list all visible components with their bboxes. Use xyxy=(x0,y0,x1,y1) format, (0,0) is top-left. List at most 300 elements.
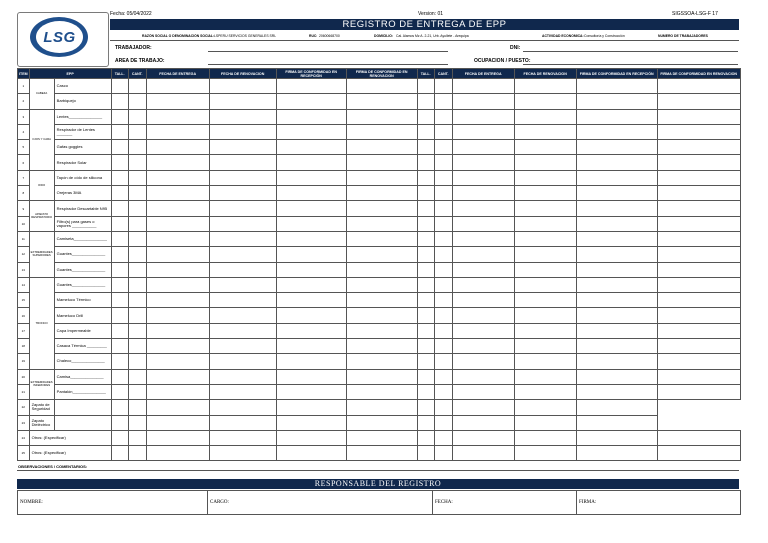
entry-cell[interactable] xyxy=(452,339,514,354)
entry-cell[interactable] xyxy=(54,415,111,430)
entry-cell[interactable] xyxy=(417,323,434,338)
entry-cell[interactable] xyxy=(452,384,514,399)
entry-cell[interactable] xyxy=(434,94,452,109)
entry-cell[interactable] xyxy=(276,216,346,231)
entry-cell[interactable] xyxy=(146,354,209,369)
entry-cell[interactable] xyxy=(346,231,417,246)
entry-cell[interactable] xyxy=(146,308,209,323)
firma-box[interactable] xyxy=(576,490,741,515)
entry-cell[interactable] xyxy=(146,109,209,124)
entry-cell[interactable] xyxy=(276,155,346,170)
entry-cell[interactable] xyxy=(128,308,146,323)
entry-cell[interactable] xyxy=(346,186,417,201)
entry-cell[interactable] xyxy=(434,415,452,430)
entry-cell[interactable] xyxy=(146,231,209,246)
entry-cell[interactable] xyxy=(346,384,417,399)
entry-cell[interactable] xyxy=(417,109,434,124)
entry-cell[interactable] xyxy=(657,155,740,170)
entry-cell[interactable] xyxy=(209,430,276,445)
entry-cell[interactable] xyxy=(276,446,346,461)
entry-cell[interactable] xyxy=(111,140,128,155)
entry-cell[interactable] xyxy=(128,277,146,292)
entry-cell[interactable] xyxy=(417,79,434,94)
entry-cell[interactable] xyxy=(128,124,146,139)
entry-cell[interactable] xyxy=(657,277,740,292)
entry-cell[interactable] xyxy=(452,277,514,292)
entry-cell[interactable] xyxy=(434,216,452,231)
entry-cell[interactable] xyxy=(514,323,576,338)
entry-cell[interactable] xyxy=(209,170,276,185)
entry-cell[interactable] xyxy=(657,384,740,399)
entry-cell[interactable] xyxy=(514,415,576,430)
entry-cell[interactable] xyxy=(434,79,452,94)
entry-cell[interactable] xyxy=(346,308,417,323)
entry-cell[interactable] xyxy=(276,109,346,124)
entry-cell[interactable] xyxy=(657,323,740,338)
entry-cell[interactable] xyxy=(434,323,452,338)
entry-cell[interactable] xyxy=(111,369,128,384)
entry-cell[interactable] xyxy=(576,400,657,415)
entry-cell[interactable] xyxy=(576,109,657,124)
entry-cell[interactable] xyxy=(417,201,434,216)
entry-cell[interactable] xyxy=(576,231,657,246)
entry-cell[interactable] xyxy=(146,323,209,338)
entry-cell[interactable] xyxy=(576,216,657,231)
entry-cell[interactable] xyxy=(346,430,417,445)
entry-cell[interactable] xyxy=(111,277,128,292)
entry-cell[interactable] xyxy=(434,384,452,399)
entry-cell[interactable] xyxy=(111,308,128,323)
entry-cell[interactable] xyxy=(111,400,128,415)
entry-cell[interactable] xyxy=(576,201,657,216)
entry-cell[interactable] xyxy=(146,262,209,277)
entry-cell[interactable] xyxy=(111,384,128,399)
entry-cell[interactable] xyxy=(417,216,434,231)
entry-cell[interactable] xyxy=(576,369,657,384)
entry-cell[interactable] xyxy=(209,94,276,109)
entry-cell[interactable] xyxy=(128,323,146,338)
entry-cell[interactable] xyxy=(209,339,276,354)
entry-cell[interactable] xyxy=(452,323,514,338)
entry-cell[interactable] xyxy=(346,293,417,308)
entry-cell[interactable] xyxy=(111,262,128,277)
entry-cell[interactable] xyxy=(209,79,276,94)
entry-cell[interactable] xyxy=(276,384,346,399)
entry-cell[interactable] xyxy=(514,262,576,277)
entry-cell[interactable] xyxy=(128,293,146,308)
entry-cell[interactable] xyxy=(452,216,514,231)
entry-cell[interactable] xyxy=(452,201,514,216)
entry-cell[interactable] xyxy=(657,430,740,445)
entry-cell[interactable] xyxy=(128,354,146,369)
entry-cell[interactable] xyxy=(346,369,417,384)
entry-cell[interactable] xyxy=(346,339,417,354)
entry-cell[interactable] xyxy=(514,293,576,308)
entry-cell[interactable] xyxy=(209,446,276,461)
entry-cell[interactable] xyxy=(576,308,657,323)
entry-cell[interactable] xyxy=(452,170,514,185)
entry-cell[interactable] xyxy=(434,293,452,308)
entry-cell[interactable] xyxy=(276,231,346,246)
entry-cell[interactable] xyxy=(146,446,209,461)
entry-cell[interactable] xyxy=(657,308,740,323)
entry-cell[interactable] xyxy=(576,323,657,338)
entry-cell[interactable] xyxy=(657,79,740,94)
entry-cell[interactable] xyxy=(276,400,346,415)
entry-cell[interactable] xyxy=(276,186,346,201)
entry-cell[interactable] xyxy=(346,216,417,231)
entry-cell[interactable] xyxy=(111,247,128,262)
entry-cell[interactable] xyxy=(452,140,514,155)
entry-cell[interactable] xyxy=(514,201,576,216)
entry-cell[interactable] xyxy=(434,155,452,170)
entry-cell[interactable] xyxy=(514,79,576,94)
entry-cell[interactable] xyxy=(111,354,128,369)
entry-cell[interactable] xyxy=(209,140,276,155)
entry-cell[interactable] xyxy=(209,369,276,384)
entry-cell[interactable] xyxy=(576,124,657,139)
entry-cell[interactable] xyxy=(346,170,417,185)
entry-cell[interactable] xyxy=(657,247,740,262)
entry-cell[interactable] xyxy=(514,354,576,369)
entry-cell[interactable] xyxy=(111,155,128,170)
entry-cell[interactable] xyxy=(657,109,740,124)
nombre-box[interactable] xyxy=(17,490,208,515)
entry-cell[interactable] xyxy=(417,415,434,430)
entry-cell[interactable] xyxy=(346,262,417,277)
entry-cell[interactable] xyxy=(146,400,209,415)
entry-cell[interactable] xyxy=(434,430,452,445)
entry-cell[interactable] xyxy=(146,293,209,308)
entry-cell[interactable] xyxy=(276,293,346,308)
entry-cell[interactable] xyxy=(276,94,346,109)
entry-cell[interactable] xyxy=(576,277,657,292)
entry-cell[interactable] xyxy=(514,140,576,155)
entry-cell[interactable] xyxy=(209,186,276,201)
entry-cell[interactable] xyxy=(128,415,146,430)
entry-cell[interactable] xyxy=(417,308,434,323)
entry-cell[interactable] xyxy=(434,446,452,461)
entry-cell[interactable] xyxy=(434,231,452,246)
entry-cell[interactable] xyxy=(514,124,576,139)
entry-cell[interactable] xyxy=(452,79,514,94)
entry-cell[interactable] xyxy=(434,339,452,354)
entry-cell[interactable] xyxy=(576,430,657,445)
entry-cell[interactable] xyxy=(209,155,276,170)
entry-cell[interactable] xyxy=(146,369,209,384)
entry-cell[interactable] xyxy=(417,369,434,384)
entry-cell[interactable] xyxy=(417,354,434,369)
entry-cell[interactable] xyxy=(128,186,146,201)
entry-cell[interactable] xyxy=(276,354,346,369)
entry-cell[interactable] xyxy=(657,446,740,461)
entry-cell[interactable] xyxy=(209,277,276,292)
entry-cell[interactable] xyxy=(417,293,434,308)
entry-cell[interactable] xyxy=(346,79,417,94)
entry-cell[interactable] xyxy=(514,155,576,170)
entry-cell[interactable] xyxy=(576,94,657,109)
entry-cell[interactable] xyxy=(128,369,146,384)
entry-cell[interactable] xyxy=(417,247,434,262)
entry-cell[interactable] xyxy=(346,277,417,292)
entry-cell[interactable] xyxy=(111,216,128,231)
entry-cell[interactable] xyxy=(209,415,276,430)
entry-cell[interactable] xyxy=(576,155,657,170)
entry-cell[interactable] xyxy=(576,247,657,262)
entry-cell[interactable] xyxy=(128,231,146,246)
entry-cell[interactable] xyxy=(128,384,146,399)
entry-cell[interactable] xyxy=(276,79,346,94)
entry-cell[interactable] xyxy=(434,262,452,277)
entry-cell[interactable] xyxy=(417,186,434,201)
entry-cell[interactable] xyxy=(452,369,514,384)
entry-cell[interactable] xyxy=(146,384,209,399)
entry-cell[interactable] xyxy=(209,262,276,277)
entry-cell[interactable] xyxy=(146,170,209,185)
entry-cell[interactable] xyxy=(576,446,657,461)
entry-cell[interactable] xyxy=(434,277,452,292)
entry-cell[interactable] xyxy=(128,216,146,231)
entry-cell[interactable] xyxy=(514,94,576,109)
entry-cell[interactable] xyxy=(276,277,346,292)
entry-cell[interactable] xyxy=(657,124,740,139)
entry-cell[interactable] xyxy=(417,277,434,292)
entry-cell[interactable] xyxy=(434,140,452,155)
entry-cell[interactable] xyxy=(128,79,146,94)
entry-cell[interactable] xyxy=(576,339,657,354)
entry-cell[interactable] xyxy=(54,400,111,415)
entry-cell[interactable] xyxy=(111,94,128,109)
entry-cell[interactable] xyxy=(111,79,128,94)
entry-cell[interactable] xyxy=(514,231,576,246)
entry-cell[interactable] xyxy=(111,231,128,246)
entry-cell[interactable] xyxy=(128,400,146,415)
entry-cell[interactable] xyxy=(576,415,657,430)
entry-cell[interactable] xyxy=(657,231,740,246)
entry-cell[interactable] xyxy=(346,94,417,109)
entry-cell[interactable] xyxy=(576,293,657,308)
entry-cell[interactable] xyxy=(276,201,346,216)
entry-cell[interactable] xyxy=(452,186,514,201)
entry-cell[interactable] xyxy=(657,339,740,354)
entry-cell[interactable] xyxy=(514,446,576,461)
entry-cell[interactable] xyxy=(417,384,434,399)
entry-cell[interactable] xyxy=(346,323,417,338)
entry-cell[interactable] xyxy=(514,384,576,399)
entry-cell[interactable] xyxy=(128,140,146,155)
entry-cell[interactable] xyxy=(276,124,346,139)
entry-cell[interactable] xyxy=(146,124,209,139)
entry-cell[interactable] xyxy=(452,415,514,430)
entry-cell[interactable] xyxy=(657,354,740,369)
entry-cell[interactable] xyxy=(417,430,434,445)
entry-cell[interactable] xyxy=(146,140,209,155)
entry-cell[interactable] xyxy=(514,186,576,201)
entry-cell[interactable] xyxy=(146,277,209,292)
entry-cell[interactable] xyxy=(417,140,434,155)
entry-cell[interactable] xyxy=(209,400,276,415)
entry-cell[interactable] xyxy=(128,109,146,124)
entry-cell[interactable] xyxy=(128,94,146,109)
entry-cell[interactable] xyxy=(346,247,417,262)
entry-cell[interactable] xyxy=(276,430,346,445)
entry-cell[interactable] xyxy=(434,354,452,369)
entry-cell[interactable] xyxy=(657,186,740,201)
entry-cell[interactable] xyxy=(657,94,740,109)
entry-cell[interactable] xyxy=(346,124,417,139)
entry-cell[interactable] xyxy=(576,354,657,369)
entry-cell[interactable] xyxy=(128,201,146,216)
entry-cell[interactable] xyxy=(434,109,452,124)
entry-cell[interactable] xyxy=(346,140,417,155)
entry-cell[interactable] xyxy=(146,216,209,231)
entry-cell[interactable] xyxy=(128,430,146,445)
entry-cell[interactable] xyxy=(452,400,514,415)
entry-cell[interactable] xyxy=(111,430,128,445)
entry-cell[interactable] xyxy=(514,277,576,292)
entry-cell[interactable] xyxy=(209,293,276,308)
entry-cell[interactable] xyxy=(209,247,276,262)
entry-cell[interactable] xyxy=(514,247,576,262)
entry-cell[interactable] xyxy=(514,400,576,415)
entry-cell[interactable] xyxy=(417,170,434,185)
entry-cell[interactable] xyxy=(434,124,452,139)
entry-cell[interactable] xyxy=(417,262,434,277)
entry-cell[interactable] xyxy=(452,446,514,461)
entry-cell[interactable] xyxy=(128,170,146,185)
entry-cell[interactable] xyxy=(146,79,209,94)
entry-cell[interactable] xyxy=(346,155,417,170)
entry-cell[interactable] xyxy=(346,415,417,430)
entry-cell[interactable] xyxy=(276,262,346,277)
entry-cell[interactable] xyxy=(276,247,346,262)
entry-cell[interactable] xyxy=(452,430,514,445)
entry-cell[interactable] xyxy=(514,216,576,231)
entry-cell[interactable] xyxy=(209,308,276,323)
entry-cell[interactable] xyxy=(434,308,452,323)
entry-cell[interactable] xyxy=(209,124,276,139)
entry-cell[interactable] xyxy=(576,384,657,399)
entry-cell[interactable] xyxy=(209,354,276,369)
entry-cell[interactable] xyxy=(111,124,128,139)
entry-cell[interactable] xyxy=(576,186,657,201)
entry-cell[interactable] xyxy=(146,201,209,216)
entry-cell[interactable] xyxy=(576,262,657,277)
entry-cell[interactable] xyxy=(514,308,576,323)
entry-cell[interactable] xyxy=(657,293,740,308)
entry-cell[interactable] xyxy=(146,339,209,354)
entry-cell[interactable] xyxy=(111,339,128,354)
entry-cell[interactable] xyxy=(128,339,146,354)
entry-cell[interactable] xyxy=(514,109,576,124)
entry-cell[interactable] xyxy=(452,293,514,308)
entry-cell[interactable] xyxy=(417,155,434,170)
entry-cell[interactable] xyxy=(657,170,740,185)
entry-cell[interactable] xyxy=(514,170,576,185)
entry-cell[interactable] xyxy=(146,247,209,262)
entry-cell[interactable] xyxy=(111,446,128,461)
entry-cell[interactable] xyxy=(657,201,740,216)
entry-cell[interactable] xyxy=(452,354,514,369)
entry-cell[interactable] xyxy=(146,430,209,445)
entry-cell[interactable] xyxy=(146,155,209,170)
entry-cell[interactable] xyxy=(417,446,434,461)
entry-cell[interactable] xyxy=(276,339,346,354)
entry-cell[interactable] xyxy=(276,140,346,155)
entry-cell[interactable] xyxy=(452,94,514,109)
entry-cell[interactable] xyxy=(146,186,209,201)
entry-cell[interactable] xyxy=(657,262,740,277)
cargo-box[interactable] xyxy=(207,490,433,515)
entry-cell[interactable] xyxy=(209,323,276,338)
entry-cell[interactable] xyxy=(576,140,657,155)
entry-cell[interactable] xyxy=(276,308,346,323)
fecha-box[interactable] xyxy=(432,490,577,515)
entry-cell[interactable] xyxy=(209,109,276,124)
entry-cell[interactable] xyxy=(209,201,276,216)
entry-cell[interactable] xyxy=(417,231,434,246)
entry-cell[interactable] xyxy=(514,339,576,354)
entry-cell[interactable] xyxy=(276,170,346,185)
entry-cell[interactable] xyxy=(111,201,128,216)
entry-cell[interactable] xyxy=(346,446,417,461)
entry-cell[interactable] xyxy=(657,140,740,155)
entry-cell[interactable] xyxy=(514,369,576,384)
entry-cell[interactable] xyxy=(434,247,452,262)
entry-cell[interactable] xyxy=(276,415,346,430)
entry-cell[interactable] xyxy=(514,430,576,445)
entry-cell[interactable] xyxy=(452,262,514,277)
entry-cell[interactable] xyxy=(346,109,417,124)
entry-cell[interactable] xyxy=(146,415,209,430)
entry-cell[interactable] xyxy=(452,247,514,262)
entry-cell[interactable] xyxy=(434,170,452,185)
entry-cell[interactable] xyxy=(276,323,346,338)
entry-cell[interactable] xyxy=(209,384,276,399)
entry-cell[interactable] xyxy=(276,369,346,384)
entry-cell[interactable] xyxy=(128,247,146,262)
entry-cell[interactable] xyxy=(434,369,452,384)
entry-cell[interactable] xyxy=(576,79,657,94)
entry-cell[interactable] xyxy=(452,124,514,139)
entry-cell[interactable] xyxy=(111,323,128,338)
entry-cell[interactable] xyxy=(417,124,434,139)
entry-cell[interactable] xyxy=(452,109,514,124)
entry-cell[interactable] xyxy=(146,94,209,109)
entry-cell[interactable] xyxy=(209,231,276,246)
entry-cell[interactable] xyxy=(209,216,276,231)
entry-cell[interactable] xyxy=(346,400,417,415)
entry-cell[interactable] xyxy=(111,186,128,201)
entry-cell[interactable] xyxy=(657,216,740,231)
entry-cell[interactable] xyxy=(346,201,417,216)
entry-cell[interactable] xyxy=(111,415,128,430)
entry-cell[interactable] xyxy=(434,400,452,415)
entry-cell[interactable] xyxy=(434,186,452,201)
entry-cell[interactable] xyxy=(576,170,657,185)
entry-cell[interactable] xyxy=(111,293,128,308)
entry-cell[interactable] xyxy=(111,109,128,124)
entry-cell[interactable] xyxy=(417,400,434,415)
entry-cell[interactable] xyxy=(452,308,514,323)
entry-cell[interactable] xyxy=(452,231,514,246)
entry-cell[interactable] xyxy=(434,201,452,216)
entry-cell[interactable] xyxy=(128,262,146,277)
entry-cell[interactable] xyxy=(657,369,740,384)
entry-cell[interactable] xyxy=(128,155,146,170)
entry-cell[interactable] xyxy=(417,94,434,109)
entry-cell[interactable] xyxy=(452,155,514,170)
